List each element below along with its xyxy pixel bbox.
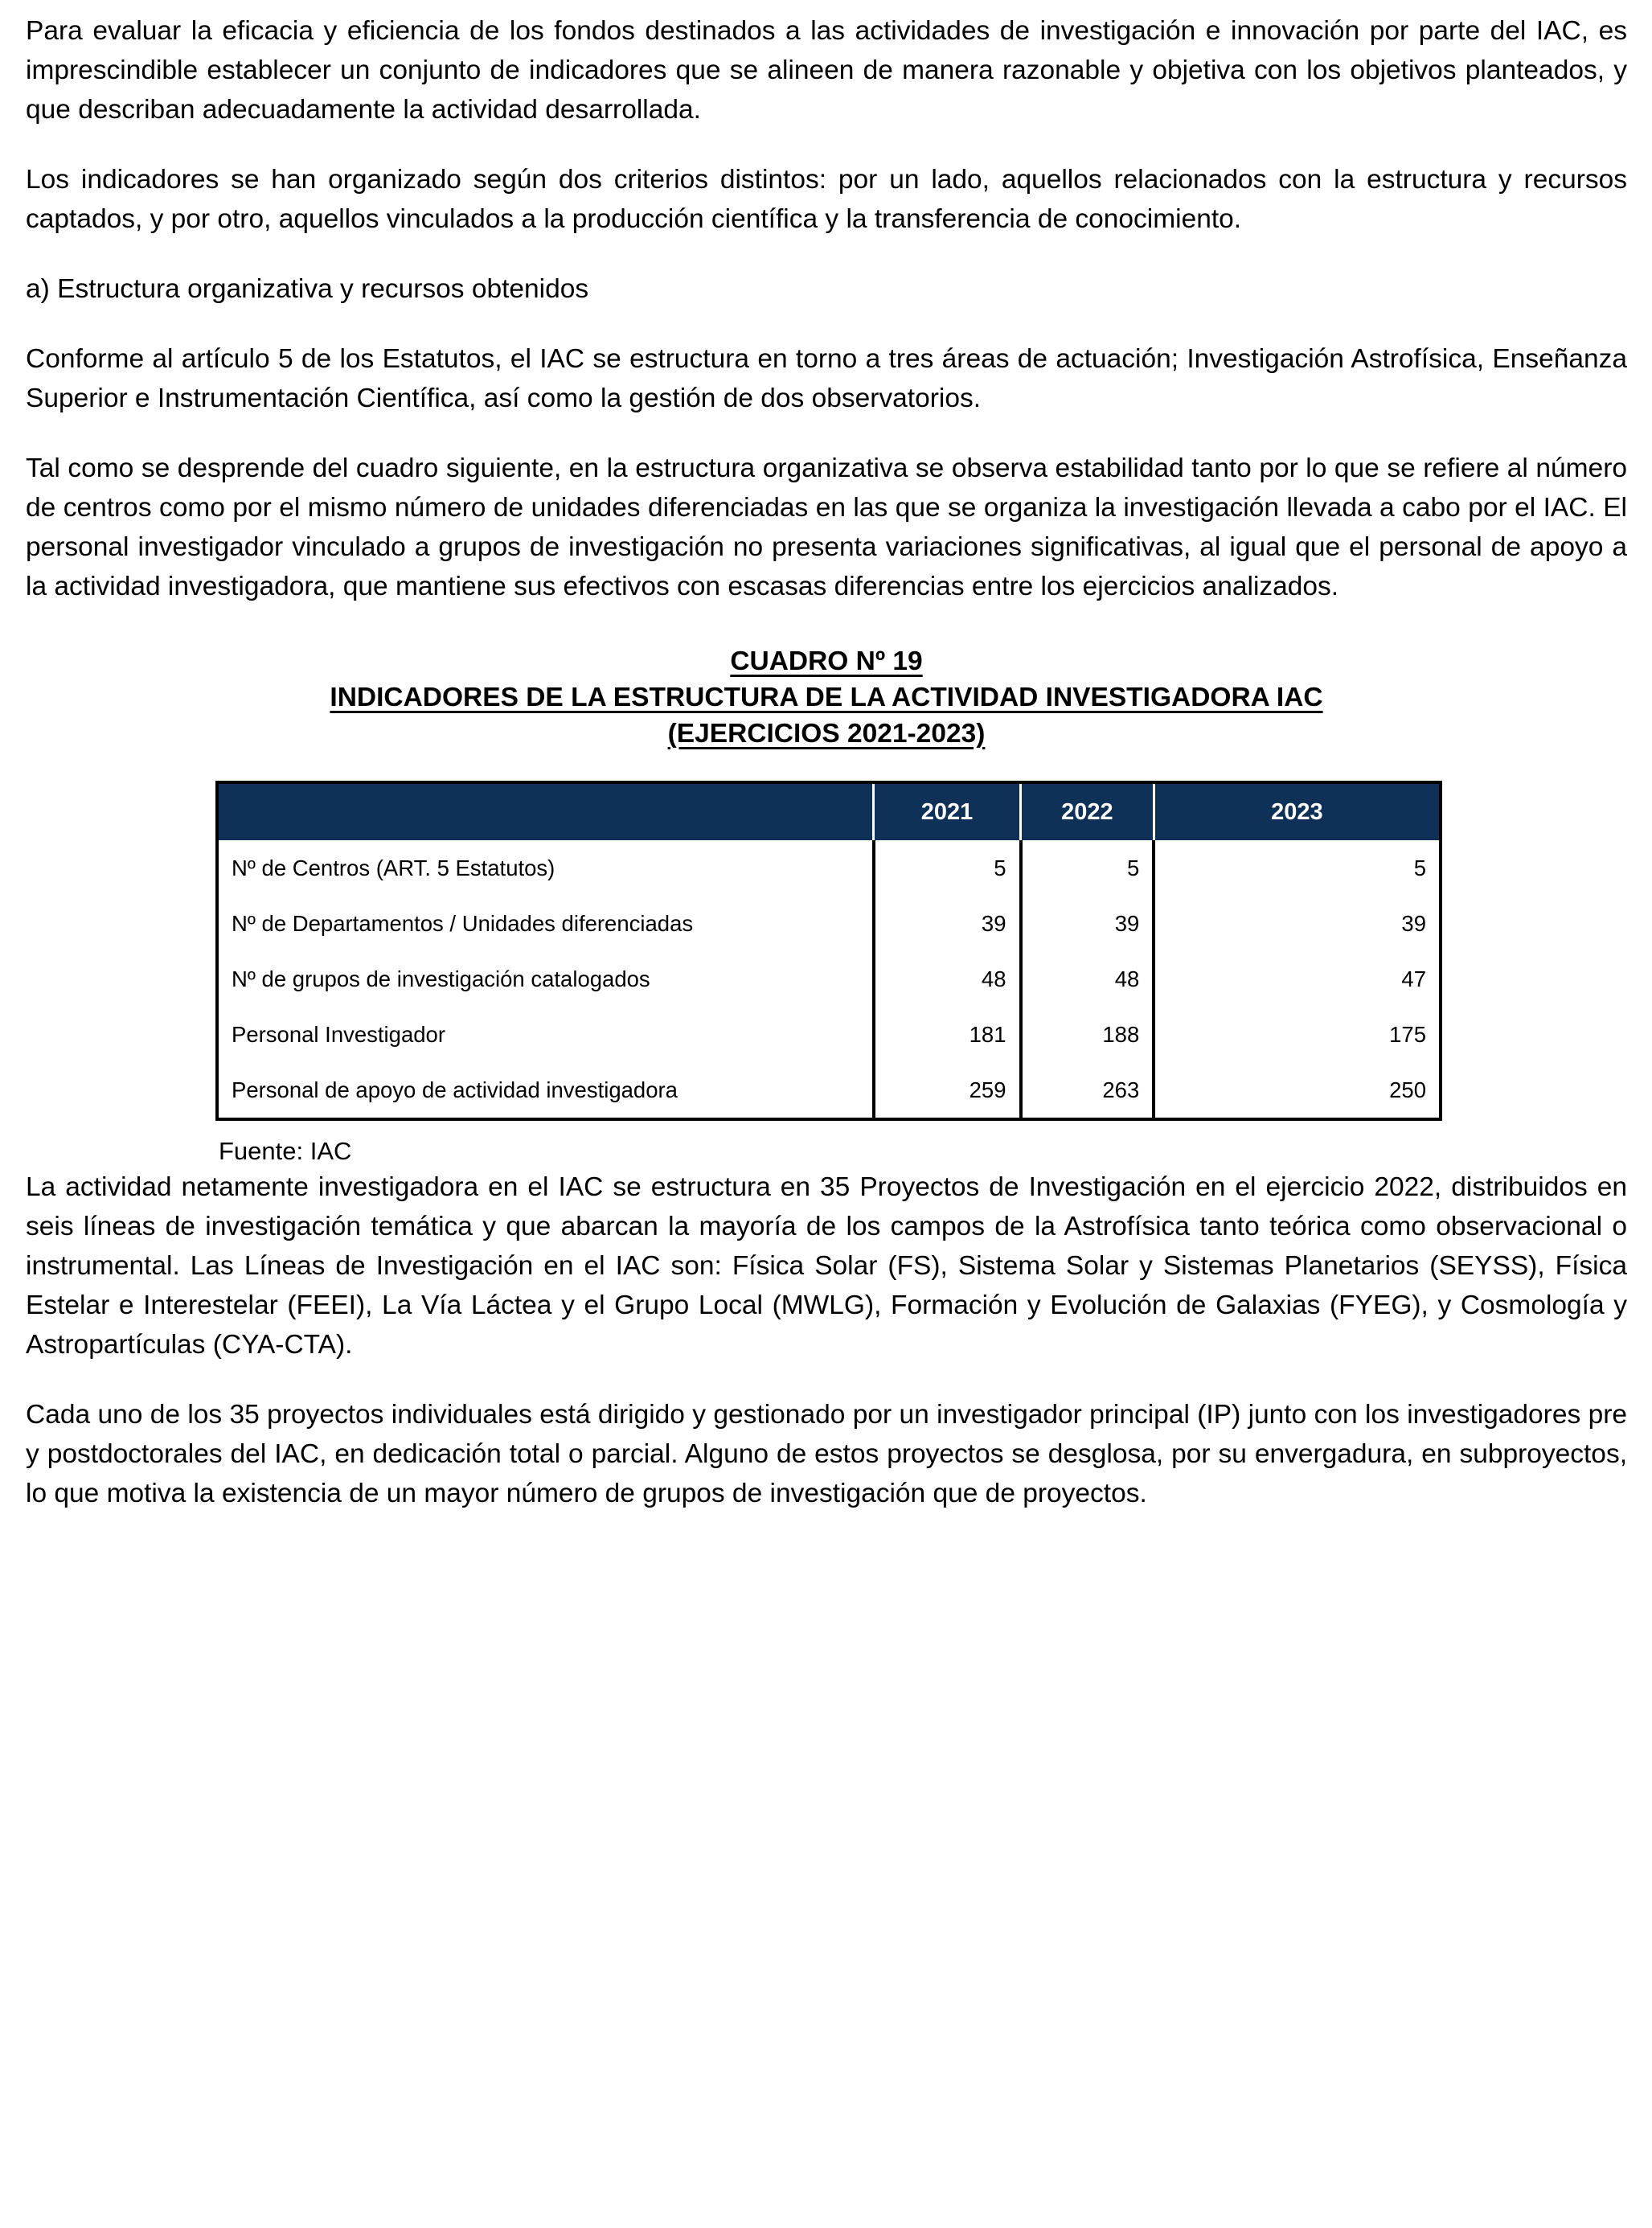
- table-title-main: INDICADORES DE LA ESTRUCTURA DE LA ACTIVIDAD INVESTIGADORA IAC: [330, 683, 1323, 712]
- row-label: Nº de grupos de investigación catalogados: [217, 951, 874, 1007]
- table-title-line-3: [26, 716, 1627, 752]
- table-row: [217, 840, 1441, 896]
- table-number: CUADRO Nº 19: [730, 646, 923, 676]
- row-value-2023: 175: [1154, 1007, 1441, 1062]
- row-value-2023: 5: [1154, 840, 1441, 896]
- column-header-2022: 2022: [1021, 782, 1154, 840]
- row-value-2021: 181: [874, 1007, 1021, 1062]
- row-value-2021: 259: [874, 1062, 1021, 1119]
- row-value-2021: 5: [874, 840, 1021, 896]
- row-value-2022: 188: [1021, 1007, 1154, 1062]
- table-title-period: (EJERCICIOS 2021-2023): [667, 719, 986, 749]
- row-label: Personal de apoyo de actividad investigadora: [217, 1062, 874, 1119]
- paragraph-1: Para evaluar la eficacia y eficiencia de los fondos destinados a las actividades de investigación e innovación por parte del IAC, es imprescindible establecer un conjunto de indicadores que se alineen de manera razonable y objetiva con los objetivos planteados, y que describan adecuadamente la actividad desarrollada.: [26, 16, 1627, 125]
- section-heading-a: a) Estructura organizativa y recursos obtenidos: [26, 274, 589, 304]
- row-value-2022: 5: [1021, 840, 1154, 896]
- row-value-2022: 48: [1021, 951, 1154, 1007]
- table-row: [217, 896, 1441, 951]
- column-header-2023: 2023: [1154, 782, 1441, 840]
- row-value-2023: 250: [1154, 1062, 1441, 1119]
- column-header-2021: 2021: [874, 782, 1021, 840]
- paragraph-4: Tal como se desprende del cuadro siguiente, en la estructura organizativa se observa estabilidad tanto por lo que se refiere al número de centros como por el mismo número de unidades diferenciadas en las que se organiza la investigación llevada a cabo por el IAC. El personal investigador vinculado a grupos de investigación no presenta variaciones significativas, al igual que el personal de apoyo a la actividad investigadora, que mantiene sus efectivos con escasas diferencias entre los ejercicios analizados.: [26, 453, 1627, 601]
- row-label: Nº de Centros (ART. 5 Estatutos): [217, 840, 874, 896]
- column-header-label: [217, 782, 874, 840]
- table-head: [217, 782, 1441, 840]
- row-value-2023: 39: [1154, 896, 1441, 951]
- row-label: Personal Investigador: [217, 1007, 874, 1062]
- row-value-2021: 48: [874, 951, 1021, 1007]
- paragraph-3: Conforme al artículo 5 de los Estatutos, el IAC se estructura en torno a tres áreas de actuación; Investigación Astrofísica, Enseñanza Superior e Instrumentación Científica, así como la gestión de dos observatorios.: [26, 344, 1627, 413]
- row-value-2022: 263: [1021, 1062, 1154, 1119]
- table-body: [217, 840, 1441, 1119]
- table-container: [26, 781, 1627, 1121]
- row-label: Nº de Departamentos / Unidades diferenciadas: [217, 896, 874, 951]
- paragraph-6: Cada uno de los 35 proyectos individuales está dirigido y gestionado por un investigador principal (IP) junto con los investigadores pre y postdoctorales del IAC, en dedicación total o parcial. Alguno de estos proyectos se desglosa, por su envergadura, en subproyectos, lo que motiva la existencia de un mayor número de grupos de investigación que de proyectos.: [26, 1400, 1627, 1508]
- table-title-line-2: [26, 679, 1627, 716]
- table-title-line-1: [26, 643, 1627, 679]
- indicators-table: [215, 781, 1442, 1121]
- table-row: [217, 1007, 1441, 1062]
- source-note: Fuente: IAC: [219, 1137, 352, 1165]
- table-title-block: [26, 637, 1627, 752]
- paragraph-2: Los indicadores se han organizado según dos criterios distintos: por un lado, aquellos relacionados con la estructura y recursos captados, y por otro, aquellos vinculados a la producción científica y la transferencia de conocimiento.: [26, 165, 1627, 234]
- table-row: [217, 1062, 1441, 1119]
- document-content: [26, 11, 1627, 1544]
- table-header-row: [217, 782, 1441, 840]
- table-row: [217, 951, 1441, 1007]
- row-value-2023: 47: [1154, 951, 1441, 1007]
- paragraph-5: La actividad netamente investigadora en el IAC se estructura en 35 Proyectos de Investigación en el ejercicio 2022, distribuidos en seis líneas de investigación temática y que abarcan la mayoría de los campos de la Astrofísica tanto teórica como observacional o instrumental. Las Líneas de Investigación en el IAC son: Física Solar (FS), Sistema Solar y Sistemas Planetarios (SEYSS), Física Estelar e Interestelar (FEEI), La Vía Láctea y el Grupo Local (MWLG), Formación y Evolución de Galaxias (FYEG), y Cosmología y Astropartículas (CYA-CTA).: [26, 1172, 1627, 1360]
- row-value-2022: 39: [1021, 896, 1154, 951]
- row-value-2021: 39: [874, 896, 1021, 951]
